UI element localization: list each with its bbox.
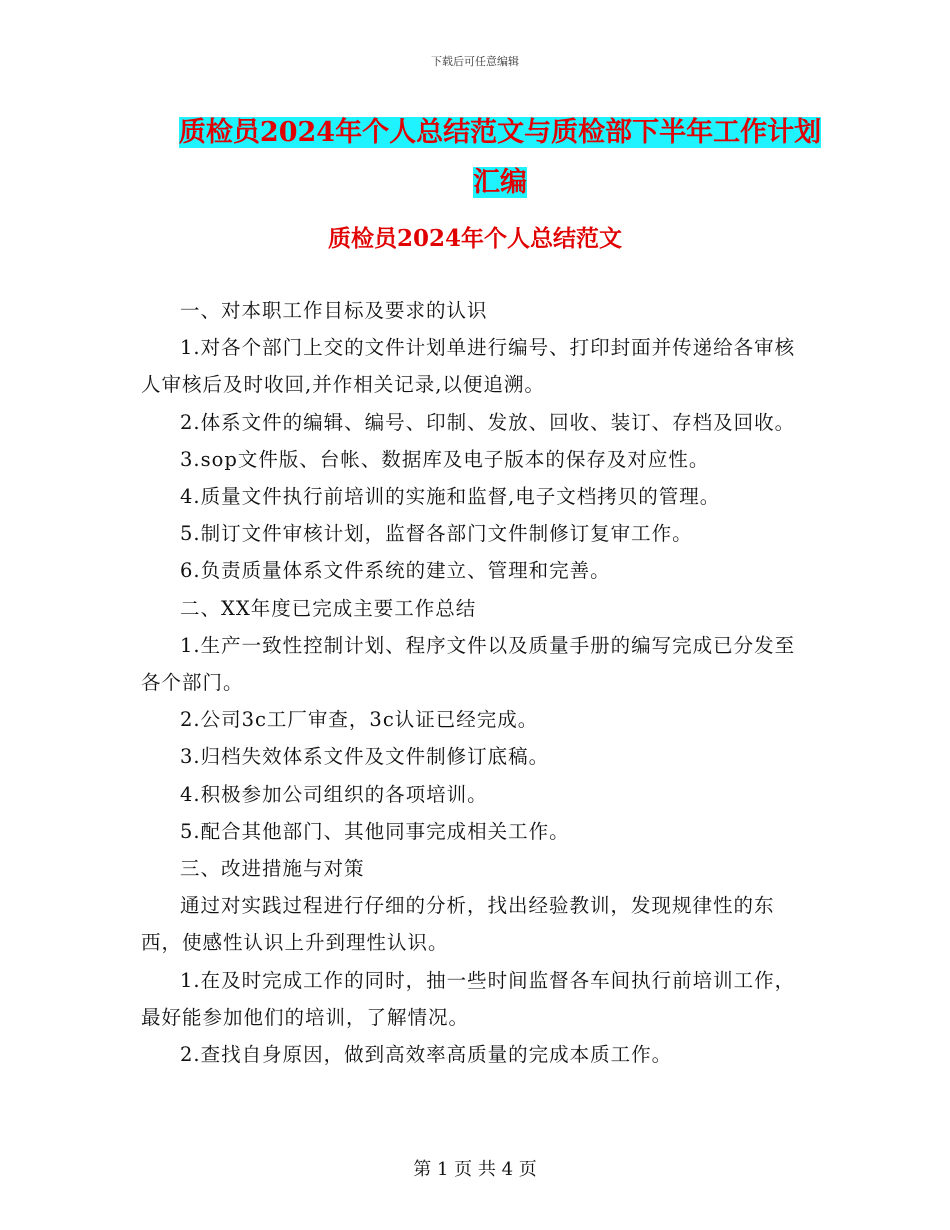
document-body bbox=[141, 292, 801, 1073]
page-header-note: 下载后可任意编辑 bbox=[431, 55, 519, 68]
section-title: 质检员2024年个人总结范文 bbox=[327, 225, 622, 252]
list-item: 6.负责质量体系文件系统的建立、管理和完善。 bbox=[180, 559, 611, 583]
list-item: 4.质量文件执行前培训的实施和监督,电子文档拷贝的管理。 bbox=[180, 485, 721, 509]
list-item: 1.在及时完成工作的同时，抽一些时间监督各车间执行前培训工作，最好能参加他们的培训，了解情况。 bbox=[141, 968, 796, 1029]
list-item: 2.体系文件的编辑、编号、印制、发放、回收、装订、存档及回收。 bbox=[180, 410, 796, 434]
section-heading-3: 三、改进措施与对策 bbox=[180, 857, 365, 881]
section-heading-2: 二、XX年度已完成主要工作总结 bbox=[180, 596, 477, 620]
list-item: 2.查找自身原因，做到高效率高质量的完成本质工作。 bbox=[180, 1043, 673, 1067]
list-item: 1.对各个部门上交的文件计划单进行编号、打印封面并传递给各审核人审核后及时收回,并作相关记录,以便追溯。 bbox=[141, 336, 796, 397]
section-heading-1: 一、对本职工作目标及要求的认识 bbox=[180, 299, 488, 322]
document-title bbox=[140, 108, 860, 208]
document-title-line1: 质检员2024年个人总结范文与质检部下半年工作计划 bbox=[178, 117, 822, 148]
page-number: 第 1 页 共 4 页 bbox=[413, 1159, 537, 1180]
body-paragraph: 通过对实践过程进行仔细的分析，找出经验教训，发现规律性的东西，使感性认识上升到理性认识。 bbox=[141, 894, 775, 955]
list-item: 3.归档失效体系文件及文件制修订底稿。 bbox=[180, 745, 550, 769]
list-item: 5.制订文件审核计划，监督各部门文件制修订复审工作。 bbox=[180, 522, 693, 546]
document-title-line2: 汇编 bbox=[473, 167, 527, 198]
list-item: 1.生产一致性控制计划、程序文件以及质量手册的编写完成已分发至各个部门。 bbox=[141, 633, 796, 695]
list-item: 5.配合其他部门、其他同事完成相关工作。 bbox=[180, 819, 570, 843]
list-item: 4.积极参加公司组织的各项培训。 bbox=[180, 782, 488, 806]
list-item: 3.sop文件版、台帐、数据库及电子版本的保存及对应性。 bbox=[180, 447, 710, 471]
list-item: 2.公司3c工厂审查，3c认证已经完成。 bbox=[180, 708, 539, 732]
